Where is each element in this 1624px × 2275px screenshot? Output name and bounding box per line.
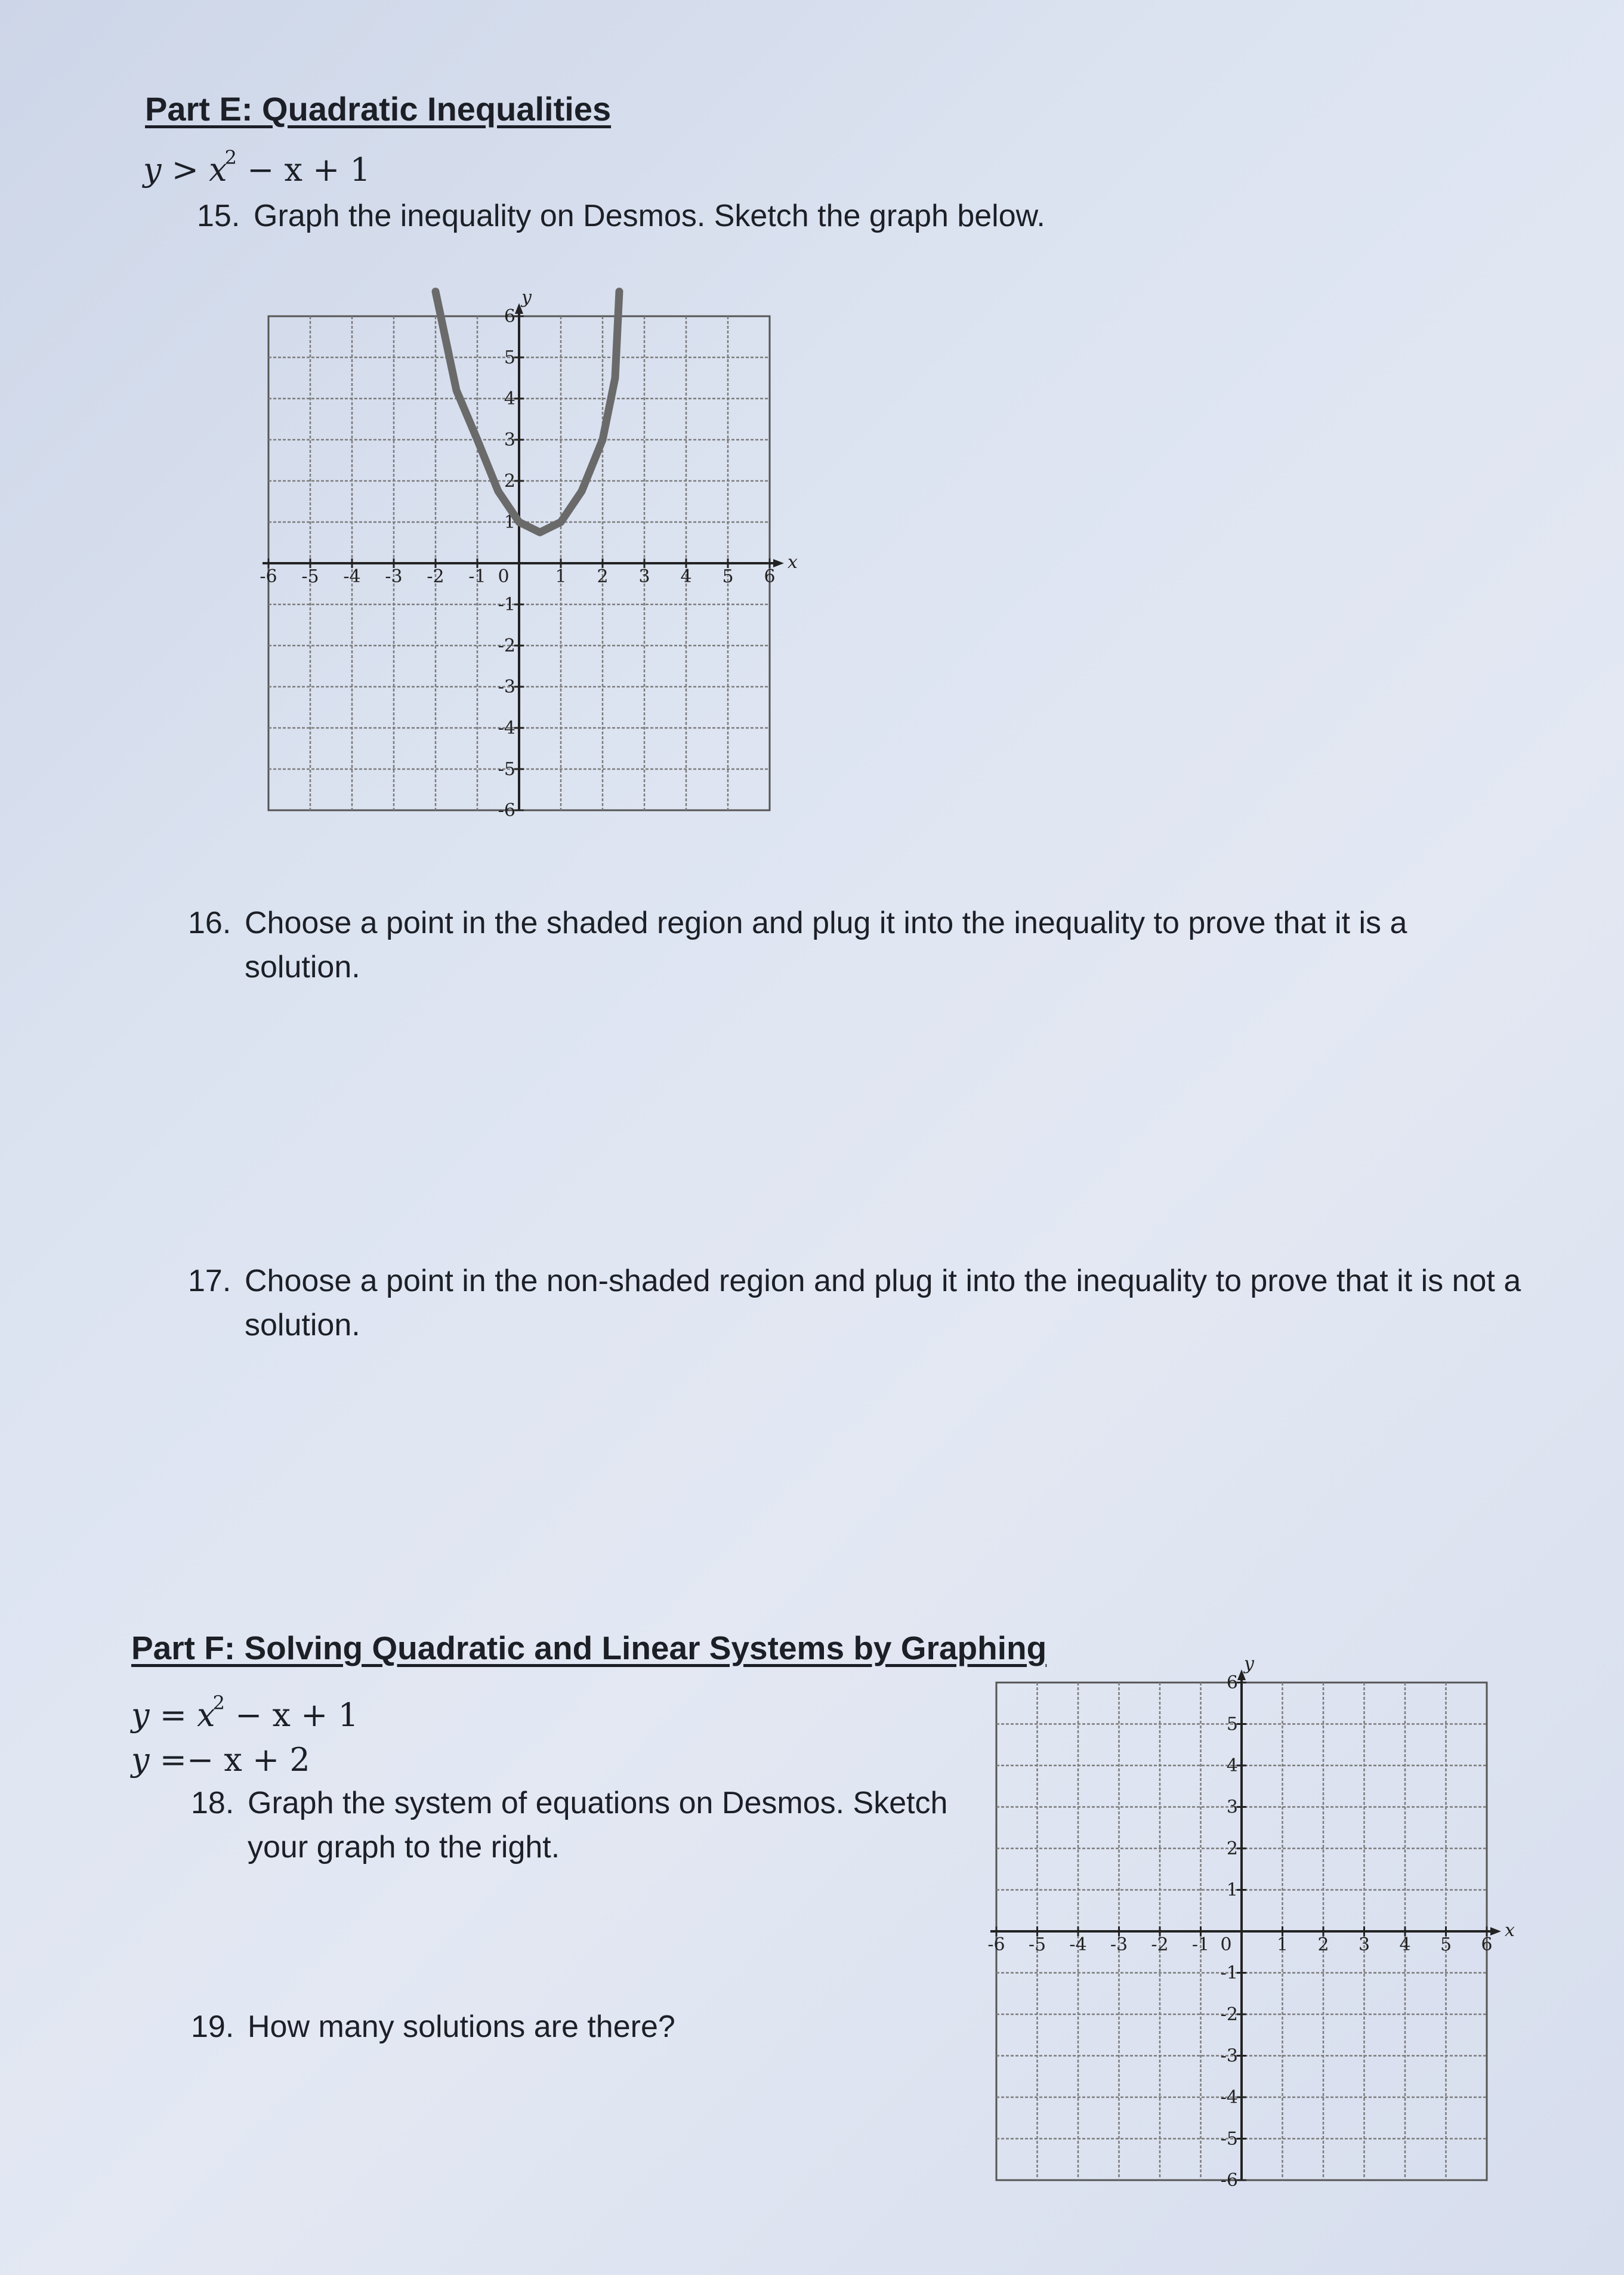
question-number: 19. xyxy=(191,2009,234,2044)
x-tick-label: -1 xyxy=(468,566,486,587)
x-axis-label: x xyxy=(788,552,798,573)
y-tick-label: -5 xyxy=(498,759,515,780)
y-tick-label: -2 xyxy=(498,635,515,656)
x-axis-label: x xyxy=(1505,1920,1515,1941)
question-15 xyxy=(197,194,1450,238)
question-text: Graph the system of equations on Desmos. Sketch your graph to the right. xyxy=(248,1786,948,1865)
sketched-parabola xyxy=(436,292,619,533)
y-tick-label: 5 xyxy=(1226,1714,1238,1735)
y-tick-label: -4 xyxy=(1220,2087,1238,2108)
eq-base: x xyxy=(197,1696,215,1734)
x-tick-label: 6 xyxy=(764,566,776,587)
x-tick-label: -1 xyxy=(1191,1934,1210,1955)
eq-rest: − x + 2 xyxy=(186,1741,310,1779)
x-tick-label: 0 xyxy=(498,566,510,587)
y-tick-label: -4 xyxy=(498,718,515,739)
y-tick-label: 4 xyxy=(1226,1755,1238,1776)
question-text: Choose a point in the non-shaded region and plug it into the inequality to prove that it is not a solution. xyxy=(245,1264,1521,1342)
x-tick-label: 6 xyxy=(1481,1934,1493,1955)
eq-lhs: y xyxy=(131,1696,150,1734)
y-tick-label: 3 xyxy=(504,430,515,450)
x-tick-label: -2 xyxy=(1151,1934,1169,1955)
y-tick-label: 6 xyxy=(504,306,515,327)
coordinate-grid-1 xyxy=(251,286,817,835)
x-tick-label: 3 xyxy=(1358,1934,1370,1955)
x-tick-label: 4 xyxy=(680,566,692,587)
y-tick-label: -1 xyxy=(1220,1962,1238,1984)
question-18 xyxy=(191,1781,990,1869)
y-tick-label: -2 xyxy=(1220,2004,1238,2025)
question-number: 17. xyxy=(188,1264,231,1298)
question-text: Choose a point in the shaded region and plug it into the inequality to prove that it is a solution. xyxy=(245,906,1407,984)
part-f-equation-2 xyxy=(131,1741,310,1779)
y-tick-label: 1 xyxy=(1226,1879,1238,1901)
eq-op: = xyxy=(159,1696,187,1734)
question-number: 18. xyxy=(191,1786,234,1820)
y-tick-label: 2 xyxy=(1226,1838,1238,1859)
graph-part-f xyxy=(978,1653,1515,2196)
x-tick-label: 2 xyxy=(1317,1934,1329,1955)
question-text: How many solutions are there? xyxy=(248,2009,675,2044)
question-16 xyxy=(188,901,1530,989)
eq-base: x xyxy=(209,151,227,189)
x-tick-label: -6 xyxy=(987,1934,1005,1955)
y-tick-label: 4 xyxy=(504,388,515,409)
question-number: 16. xyxy=(188,906,231,940)
x-tick-label: 3 xyxy=(638,566,650,587)
y-tick-label: -1 xyxy=(498,594,515,615)
question-number: 15. xyxy=(197,199,240,233)
y-tick-label: -3 xyxy=(498,677,515,697)
x-tick-label: 1 xyxy=(1276,1934,1289,1955)
y-tick-label: -6 xyxy=(498,800,515,821)
y-tick-label: -3 xyxy=(1220,2045,1238,2067)
x-tick-label: -3 xyxy=(385,566,403,587)
eq-rest: − x + 1 xyxy=(235,1696,359,1734)
eq-op: = xyxy=(159,1741,187,1779)
eq-op: > xyxy=(171,151,199,189)
y-tick-label: 5 xyxy=(504,347,515,368)
x-tick-label: 5 xyxy=(1440,1934,1452,1955)
x-tick-label: 0 xyxy=(1220,1934,1232,1955)
part-e-heading: Part E: Quadratic Inequalities xyxy=(145,90,612,128)
coordinate-grid-2 xyxy=(978,1653,1515,2196)
x-tick-label: -4 xyxy=(343,566,361,587)
part-f-heading: Part F: Solving Quadratic and Linear Systems by Graphing xyxy=(131,1629,1047,1666)
x-tick-label: -5 xyxy=(301,566,319,587)
graph-part-e xyxy=(251,286,817,835)
x-tick-label: -4 xyxy=(1069,1934,1087,1955)
x-tick-label: -6 xyxy=(260,566,277,587)
question-17 xyxy=(188,1259,1560,1347)
question-19 xyxy=(191,2005,967,2049)
eq-exp: 2 xyxy=(212,1691,225,1714)
x-tick-label: 1 xyxy=(555,566,567,587)
x-tick-label: 5 xyxy=(722,566,734,587)
y-tick-label: -5 xyxy=(1220,2128,1238,2150)
y-tick-label: 2 xyxy=(504,471,515,492)
eq-rest: − x + 1 xyxy=(247,151,371,189)
x-tick-label: -5 xyxy=(1028,1934,1046,1955)
y-tick-label: -6 xyxy=(1220,2170,1238,2191)
question-text: Graph the inequality on Desmos. Sketch the graph below. xyxy=(254,199,1045,233)
y-tick-label: 1 xyxy=(504,512,515,533)
part-e-equation xyxy=(143,146,371,189)
y-tick-label: 6 xyxy=(1226,1672,1238,1693)
x-tick-label: -3 xyxy=(1110,1934,1128,1955)
y-tick-label: 3 xyxy=(1226,1796,1238,1818)
part-f-equation-1 xyxy=(131,1691,359,1734)
eq-lhs: y xyxy=(131,1741,150,1779)
eq-exp: 2 xyxy=(224,146,237,169)
x-tick-label: -2 xyxy=(427,566,444,587)
y-axis-label: y xyxy=(521,287,532,308)
y-axis-label: y xyxy=(1244,1653,1254,1674)
x-tick-label: 4 xyxy=(1399,1934,1411,1955)
eq-lhs: y xyxy=(143,151,162,189)
x-tick-label: 2 xyxy=(597,566,609,587)
